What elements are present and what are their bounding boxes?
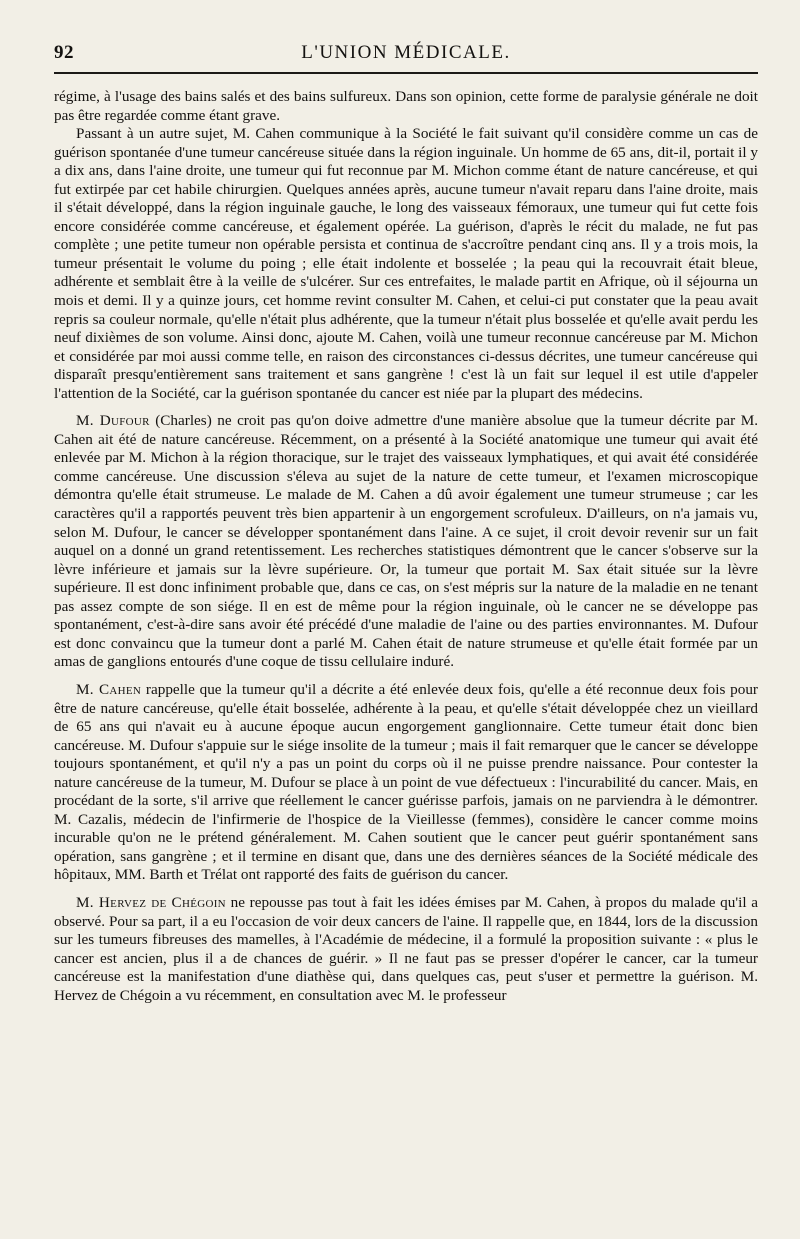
speaker-name: M. Dufour <box>76 412 150 430</box>
page-header <box>54 38 758 74</box>
paragraph-cahen-case: Passant à un autre sujet, M. Cahen communique à la Société le fait suivant qu'il considère comme un cas de guérison spontanée d'une tumeur cancéreuse située dans la région inguinale. Un homme de 65 ans, dit-il, portait il y a dix ans, dans l'aine droite, une tumeur qui fut reconnue par M. Michon comme étant de nature cancéreuse, et qui fut extirpée par cet habile chirurgien. Quelques années après, aucune tumeur n'avait reparu dans l'aine droite, mais il s'était développé, dans la région inguinale gauche, le long des vaisseaux fémoraux, une tumeur qui fut cette fois encore considérée comme cancéreuse, et également opérée. La guérison, d'après le récit du malade, ne fut pas complète ; une petite tumeur non opérable persista et continua de s'accroître pendant cinq ans. Il y a trois mois, la tumeur présentait le volume du poing ; elle était indolente et bosselée ; la peau qui la recouvrait était bleue, adhérente et semblait être à la veille de s'ulcérer. Sur ces entrefaites, le malade partit en Afrique, où il séjourna un mois et demi. Il y a quinze jours, cet homme revint consulter M. Cahen, et celui-ci put constater que la peau avait repris sa couleur normale, qu'elle n'était plus adhérente, que la tumeur n'était plus bosselée et qu'elle avait perdu les neuf dixièmes de son volume. Ainsi donc, ajoute M. Cahen, voilà une tumeur reconnue cancéreuse par M. Michon et considérée par moi aussi comme telle, en raison des circonstances ci-dessus décrites, une tumeur cancéreuse qui disparaît presqu'entièrement sans traitement et sans gangrène ! c'est là un fait sur lequel il est utile d'appeler l'attention de la Société, car la guérison spontanée du cancer est niée par la plupart des médecins. <box>54 125 758 402</box>
page-number: 92 <box>54 42 74 63</box>
article-body <box>54 88 758 1005</box>
paragraph-cahen-reply <box>54 681 758 885</box>
paragraph-hervez <box>54 894 758 1005</box>
paragraph-dufour <box>54 412 758 672</box>
speaker-name: M. Cahen <box>76 680 142 698</box>
paragraph-text: rappelle que la tumeur qu'il a décrite a été enlevée deux fois, qu'elle a été reconnue deux fois pour être de nature cancéreuse, qu'elle était bosselée, adhérente à la peau, et qu'elle s'était développée chez un vieillard de 65 ans qui n'avait eu à aucune époque aucun engorgement ganglionnaire. Cette tumeur était donc bien cancéreuse. M. Dufour s'appuie sur le siége insolite de la tumeur ; mais il fait remarquer que le cancer se développe toujours spontanément, et qu'il n'y a pas un point du corps où il ne puisse prendre naissance. Pour contester la nature cancéreuse de la tumeur, M. Dufour se place à un point de vue défectueux : l'incurabilité du cancer. Mais, en procédant de la sorte, s'il arrive que réellement le cancer guérisse parfois, jamais on ne parviendra à le démontrer. M. Cazalis, médecin de l'infirmerie de l'hospice de la Vieillesse (femmes), considère le cancer comme moins incurable qu'on ne le prétend généralement. M. Cahen soutient que le cancer peut guérir spontanément sans opération, sans gangrène ; et il termine en disant que, dans une des dernières séances de la Société médicale des hôpitaux, MM. Barth et Trélat ont rapporté des faits de guérison du cancer. <box>54 680 758 884</box>
paragraph-text: (Charles) ne croit pas qu'on doive admettre d'une manière absolue que la tumeur décrite par M. Cahen ait été de nature cancéreuse. Récemment, on a présenté à la Société anatomique une tumeur qui avait été enlevée par M. Michon à la région thoracique, sur le trajet des vaisseaux lymphatiques, et qui avait été considérée comme cancéreuse. Une discussion s'éleva au sujet de la nature de cette tumeur, et l'examen microscopique démontra qu'elle était strumeuse. Le malade de M. Cahen a dû avoir également une tumeur strumeuse ; car les caractères qu'il a rapportés peuvent très bien appartenir à un engorgement scrofuleux. D'ailleurs, on n'a jamais vu, selon M. Dufour, le cancer se développer spontanément dans l'aine. A ce sujet, il croit devoir revenir sur un fait auquel on a donné un grand retentissement. Les recherches statistiques démontrent que le cancer s'observe sur la lèvre inférieure et jamais sur la lèvre supérieure. Or, la tumeur que portait M. Sax était située sur la lèvre supérieure. Il est donc infiniment probable que, dans ce cas, on s'est mépris sur la nature de la maladie en ne tenant pas assez compte de son siége. Il en est de même pour la région inguinale, où le cancer ne se développe pas spontanément, c'est-à-dire sans avoir été précédé d'une maladie de l'aine ou des parties environnantes. M. Dufour est donc convaincu que la tumeur dont a parlé M. Cahen était de nature strumeuse et qu'elle était formée par un amas de ganglions entourés d'une coque de tissu cellulaire induré. <box>54 412 758 671</box>
speaker-name: M. Hervez de Chégoin <box>76 893 226 911</box>
paragraph-continuation: régime, à l'usage des bains salés et des bains sulfureux. Dans son opinion, cette forme de paralysie générale ne doit pas être regardée comme étant grave. <box>54 88 758 124</box>
paragraph-text: ne repousse pas tout à fait les idées émises par M. Cahen, à propos du malade qu'il a observé. Pour sa part, il a eu l'occasion de voir deux cancers de l'aine. Il rappelle que, en 1844, lors de la discussion sur les tumeurs fibreuses des mamelles, à l'Académie de médecine, il a formulé la proposition suivante : « plus le cancer est ancien, plus il a de chances de guérir. » Il ne faut pas se presser d'opérer le cancer, car la tumeur cancéreuse est la manifestation d'une diathèse qui, dans quelques cas, peut s'user et permettre la guérison. M. Hervez de Chégoin a vu récemment, en consultation avec M. le professeur <box>54 893 758 1004</box>
running-title: L'UNION MÉDICALE. <box>301 42 511 63</box>
